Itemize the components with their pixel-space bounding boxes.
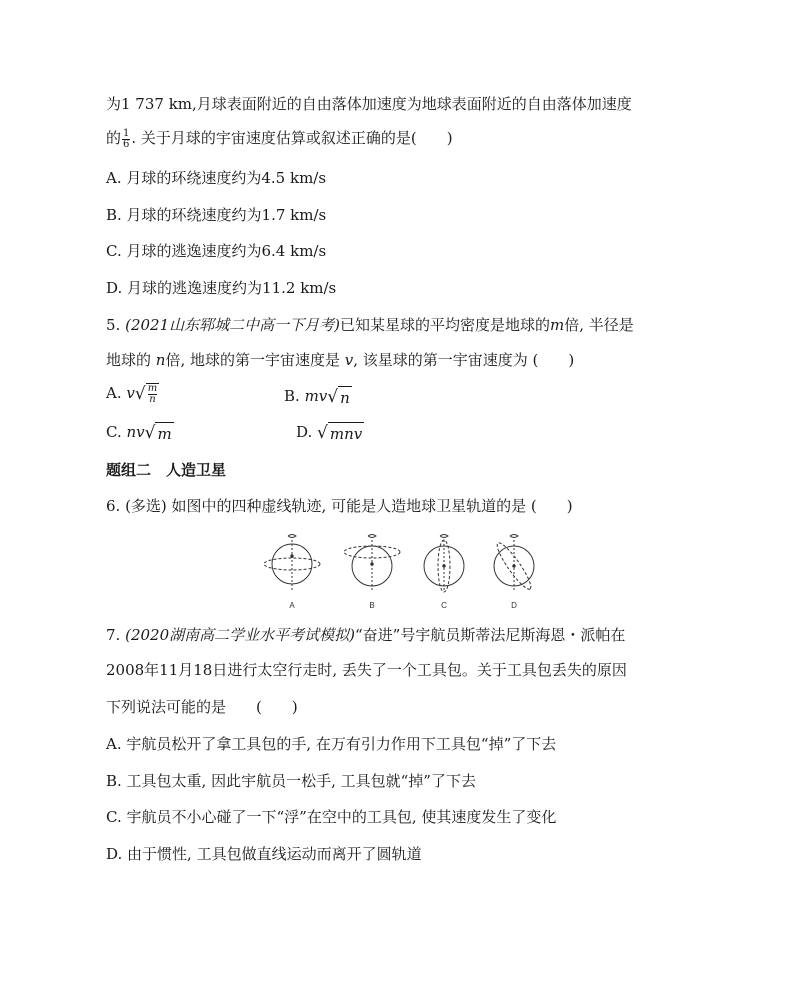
question-5-option-a[interactable] [106, 383, 159, 405]
question-5-line-1 [106, 315, 634, 335]
question-number: 7. [106, 626, 121, 644]
question-5-line-2 [106, 350, 574, 370]
question-7-option-b[interactable]: B. 工具包太重, 因此宇航员一松手, 工具包就“掉”了下去 [106, 772, 476, 790]
sqrt-expression [135, 383, 159, 405]
option-label: B. [284, 387, 300, 405]
radicand: m [155, 422, 173, 444]
radicand: mnv [328, 422, 364, 444]
figure-b [344, 535, 400, 593]
question-text: 已知某星球的平均密度是地球的 [339, 316, 550, 334]
question-4-option-c[interactable]: C. 月球的逃逸速度约为6.4 km/s [106, 242, 327, 260]
figure-label-d: D [511, 601, 517, 610]
option-label: C. [106, 423, 122, 441]
question-5-option-c[interactable] [106, 422, 174, 444]
rotation-arrow-icon [288, 535, 296, 538]
one-sixth-fraction [122, 129, 130, 150]
sqrt-expression [327, 386, 352, 408]
option-label: A. [106, 384, 122, 402]
figure-label-c: C [441, 601, 447, 610]
variable-v: v [126, 384, 135, 402]
question-6-stem: 6. (多选) 如图中的四种虚线轨迹, 可能是人造地球卫星轨道的是 ( ) [106, 497, 573, 515]
question-4-option-d[interactable]: D. 月球的逃逸速度约为11.2 km/s [106, 279, 337, 297]
rotation-arrow-icon [368, 535, 376, 538]
center-dot [371, 563, 373, 565]
center-dot [513, 565, 515, 567]
variable-nv: nv [126, 423, 145, 441]
figure-a [264, 535, 320, 593]
fraction-numerator: m [147, 383, 158, 394]
fraction-denominator: n [149, 394, 156, 405]
question-text: “奋进”号宇航员斯蒂法尼斯海恩・派帕在 [354, 626, 626, 644]
question-source: (2021山东郓城二中高一下月考) [125, 316, 340, 334]
question-5-option-d[interactable] [296, 422, 364, 444]
variable-mv: mv [304, 387, 328, 405]
question-source: (2020湖南高二学业水平考试模拟) [125, 626, 355, 644]
sqrt-expression [317, 422, 364, 444]
center-dot [443, 565, 445, 567]
stem-text-post: . 关于月球的宇宙速度估算或叙述正确的是( ) [131, 129, 453, 147]
text-segment: 倍, 地球的第一宇宙速度是 [165, 351, 345, 369]
question-7-line-1 [106, 625, 625, 645]
sqrt-expression [145, 422, 174, 444]
question-number: 5. [106, 316, 121, 334]
fraction-denominator: 6 [123, 138, 130, 150]
fraction-numerator: 1 [123, 127, 130, 139]
variable-v: v [344, 351, 354, 369]
orbit-figure [262, 532, 544, 614]
radical-sign: √ [317, 423, 328, 443]
variable-n: n [155, 351, 166, 369]
question-text-2: 倍, 半径是 [564, 316, 634, 334]
figure-label-a: A [289, 601, 295, 610]
question-7-option-a[interactable]: A. 宇航员松开了拿工具包的手, 在万有引力作用下工具包“掉”了下去 [106, 735, 557, 753]
variable-m: m [550, 316, 565, 334]
radicand: n [338, 386, 352, 408]
question-5-option-b[interactable] [284, 386, 352, 408]
question-4-stem-line-1: 为1 737 km,月球表面附近的自由落体加速度为地球表面附近的自由落体加速度 [106, 95, 632, 113]
radicand [146, 383, 159, 405]
stem-text-pre: 的 [106, 129, 122, 147]
question-7-line-3: 下列说法可能的是 ( ) [106, 698, 298, 716]
option-label: D. [296, 423, 313, 441]
question-4-option-b[interactable]: B. 月球的环绕速度约为1.7 km/s [106, 206, 327, 224]
radical-sign: √ [327, 387, 339, 407]
m-over-n-fraction [148, 384, 157, 405]
figure-d [493, 535, 535, 593]
text-segment: , 该星球的第一宇宙速度为 ( ) [353, 351, 575, 369]
figure-label-b: B [369, 601, 375, 610]
question-4-stem-line-2 [106, 128, 453, 150]
radical-sign: √ [134, 384, 146, 404]
text-segment: 地球的 [106, 351, 156, 369]
figure-c [424, 535, 464, 593]
question-7-line-2: 2008年11月18日进行太空行走时, 丢失了一个工具包。关于工具包丢失的原因 [106, 661, 627, 679]
rotation-arrow-icon [440, 535, 448, 538]
question-7-option-c[interactable]: C. 宇航员不小心碰了一下“浮”在空中的工具包, 使其速度发生了变化 [106, 808, 557, 826]
center-dot [291, 555, 293, 557]
question-4-option-a[interactable]: A. 月球的环绕速度约为4.5 km/s [106, 169, 327, 187]
rotation-arrow-icon [510, 535, 518, 538]
question-7-option-d[interactable]: D. 由于惯性, 工具包做直线运动而离开了圆轨道 [106, 845, 422, 863]
radical-sign: √ [144, 423, 156, 443]
section-heading: 题组二 人造卫星 [106, 461, 227, 479]
